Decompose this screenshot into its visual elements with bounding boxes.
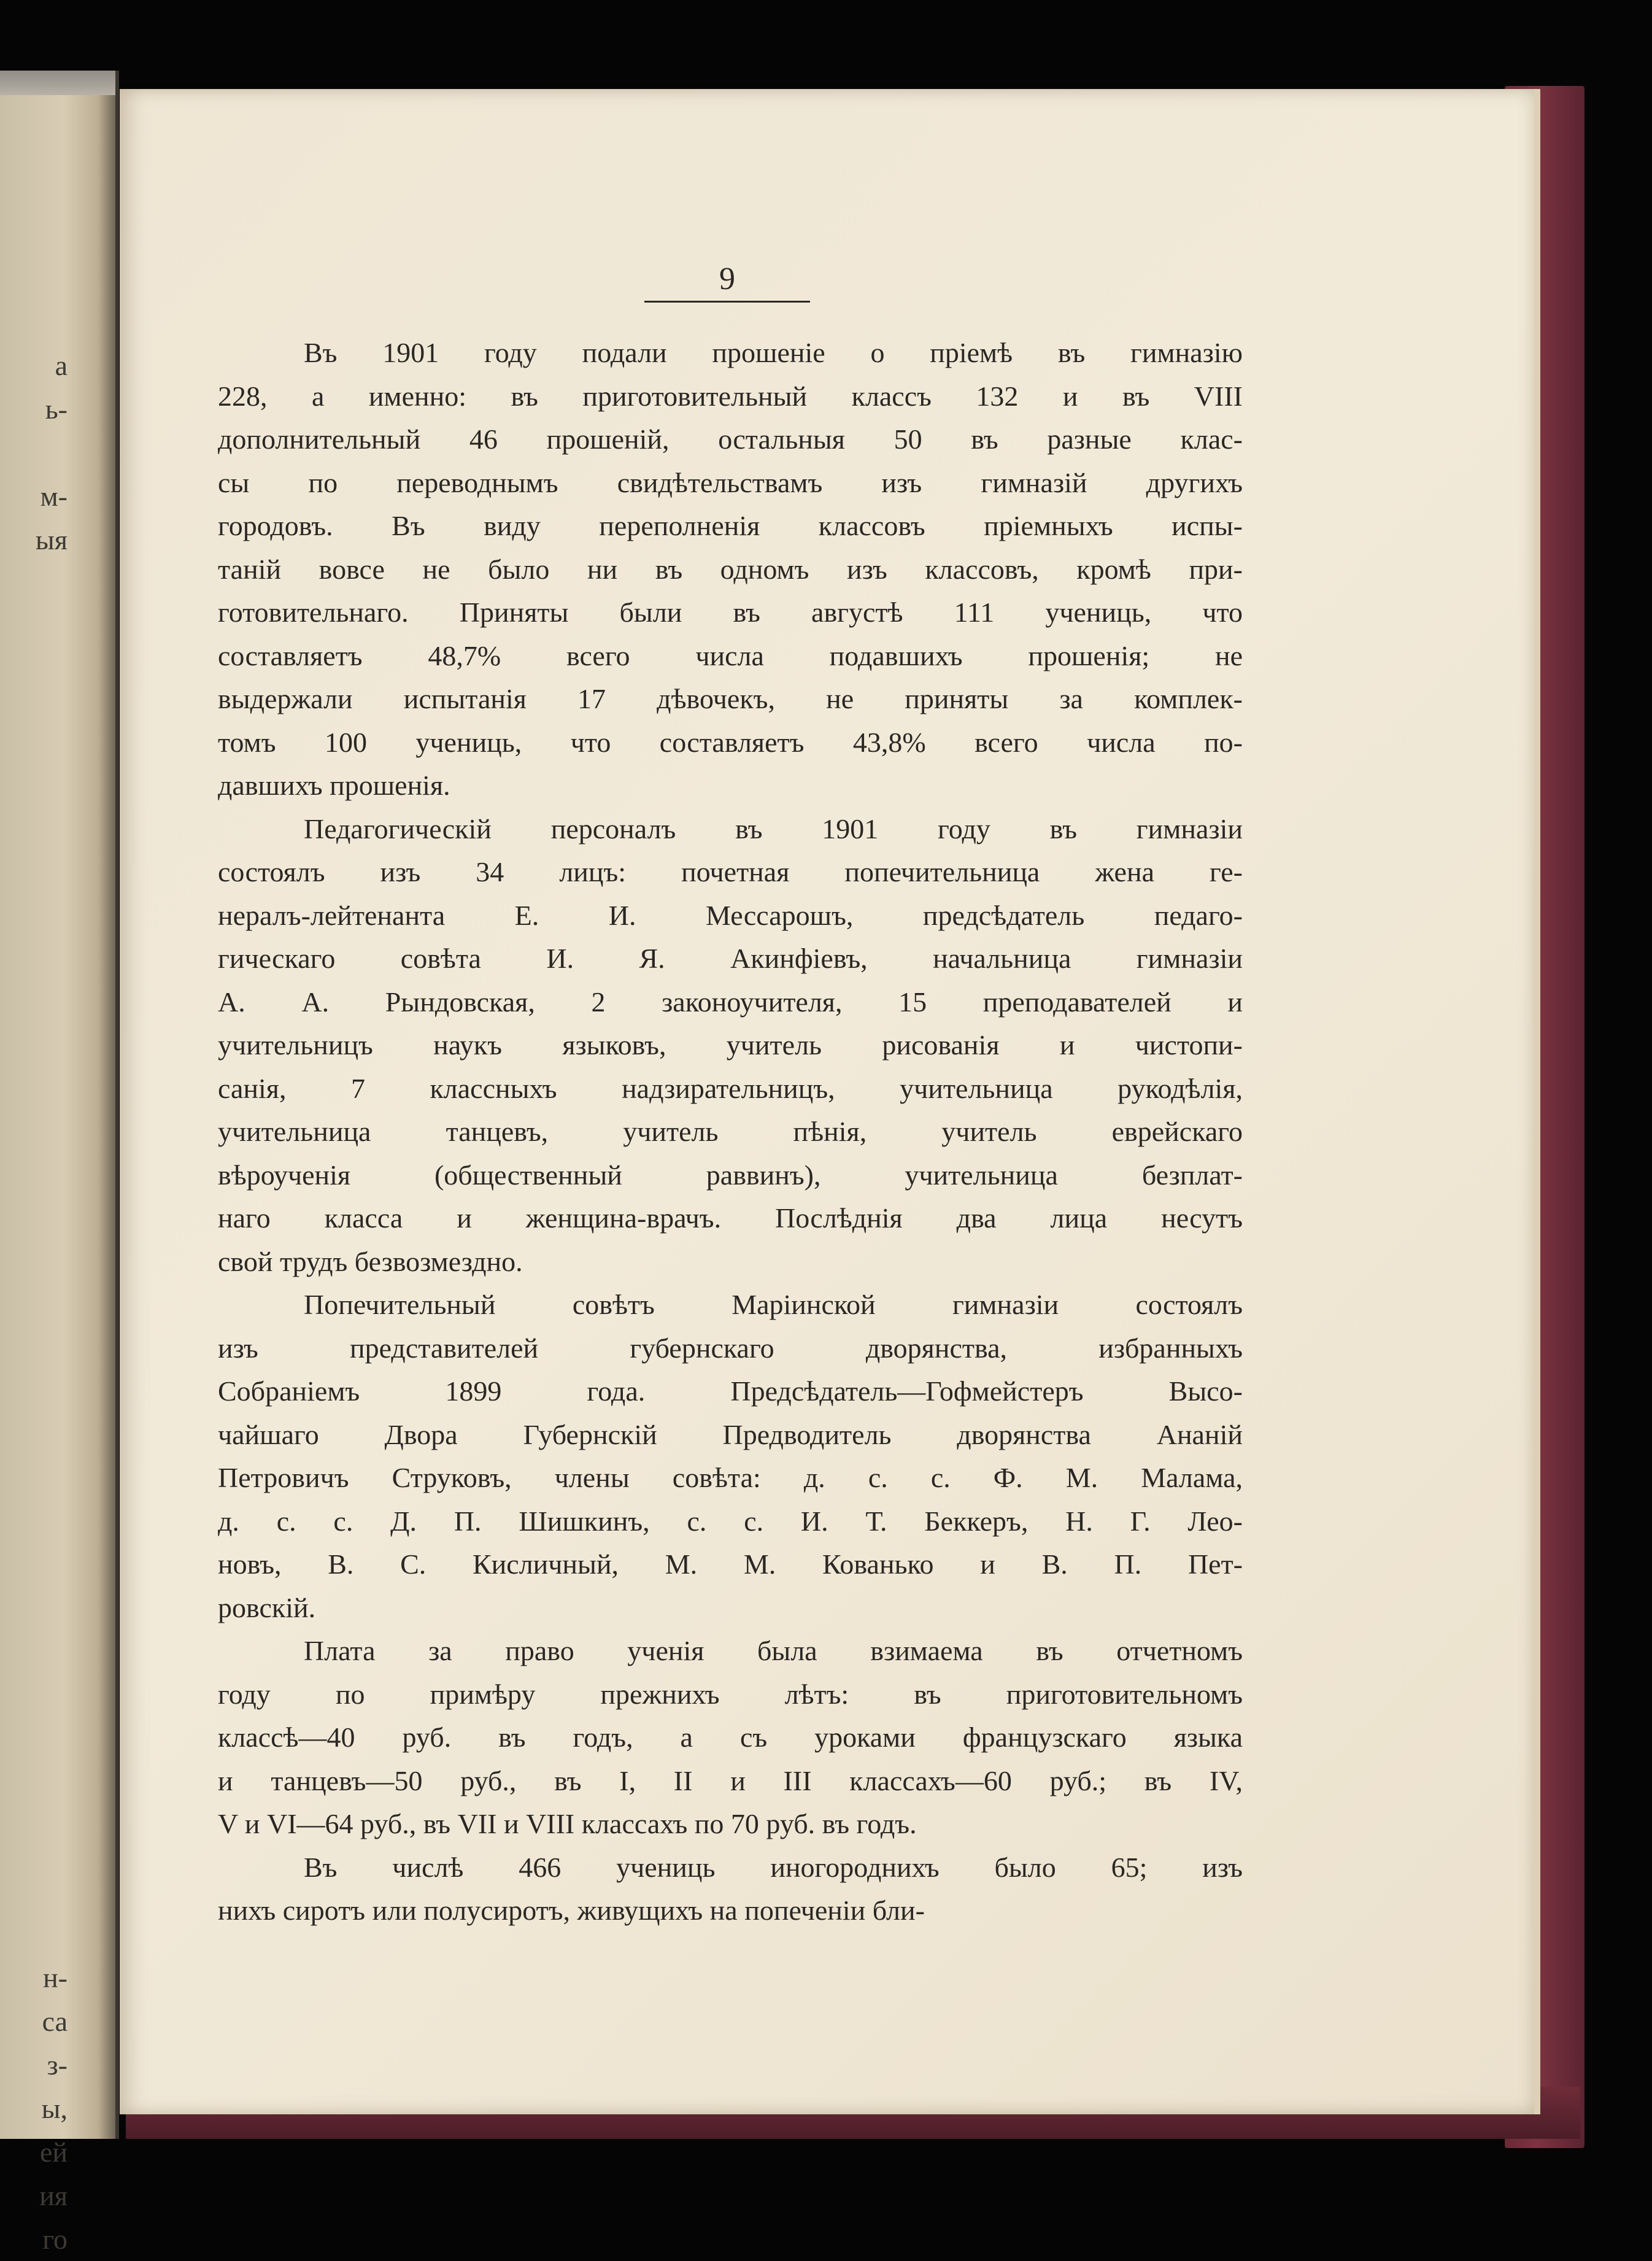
text-line: составляетъ 48,7% всего числа подавшихъ прошенія; не	[218, 640, 1243, 671]
left-page-text-fragments	[0, 344, 68, 2261]
text-line: томъ 100 учениць, что составляетъ 43,8% всего числа по-	[218, 726, 1243, 758]
left-page-fragment	[0, 1738, 68, 1782]
left-page-fragment	[0, 1084, 68, 1128]
left-page-fragment	[0, 823, 68, 867]
text-line: Плата за право ученія была взимаема въ отчетномъ	[304, 1635, 1243, 1666]
left-page-fragment	[0, 1128, 68, 1172]
text-line: санія, 7 классныхъ надзирательницъ, учительница рукодѣлія,	[218, 1072, 1243, 1104]
left-page-fragment	[0, 1520, 68, 1564]
text-line: Педагогическій персоналъ въ 1901 году въ гимназіи	[304, 813, 1243, 844]
left-page-fragment	[0, 779, 68, 823]
paragraph	[218, 1283, 1243, 1629]
text-line: Въ числѣ 466 учениць иногороднихъ было 65; изъ	[304, 1851, 1243, 1883]
text-line: наго класса и женщина-врачъ. Послѣднія два лица несутъ	[218, 1202, 1243, 1234]
left-page-fragment: ей	[39, 2136, 68, 2168]
text-line: городовъ. Въ виду переполненія классовъ пріемныхъ испы-	[218, 510, 1243, 541]
page-number: 9	[644, 261, 810, 303]
text-line: свой трудъ безвозмездно.	[218, 1245, 523, 1277]
left-page-fragment	[0, 1041, 68, 1084]
left-page-fragment: з-	[47, 2049, 68, 2081]
left-page-fragment: ы,	[41, 2093, 68, 2124]
left-page-fragment	[0, 431, 68, 474]
text-line: ровскій.	[218, 1591, 316, 1623]
left-page-fragment: ия	[39, 2180, 68, 2211]
page-body-text	[218, 331, 1243, 1933]
text-line: дополнительный 46 прошеній, остальныя 50 въ разные клас-	[218, 423, 1243, 455]
left-page-fragment: м-	[40, 481, 68, 512]
text-line: сы по переводнымъ свидѣтельствамъ изъ гимназій другихъ	[218, 466, 1243, 498]
text-line: нихъ сиротъ или полусиротъ, живущихъ на попеченіи бли-	[218, 1895, 925, 1926]
text-line: учительницъ наукъ языковъ, учитель рисованія и чистопи-	[218, 1029, 1243, 1061]
left-page-fragment	[0, 1912, 68, 1956]
text-line: 228, а именно: въ приготовительный классъ 132 и въ VIII	[218, 380, 1243, 412]
text-line: Собраніемъ 1899 года. Предсѣдатель—Гофмейстеръ Высо-	[218, 1375, 1243, 1407]
left-page-fragment	[0, 1389, 68, 1433]
text-line: готовительнаго. Приняты были въ августѣ 111 учениць, что	[218, 597, 1243, 628]
text-line: классѣ—40 руб. въ годъ, а съ уроками французскаго языка	[218, 1722, 1243, 1753]
left-page-fragment	[0, 1259, 68, 1302]
text-line: гическаго совѣта И. Я. Акинфіевъ, начальница гимназіи	[218, 943, 1243, 974]
left-page-fragment	[0, 1172, 68, 1215]
left-page-fragment: н-	[43, 1962, 68, 1993]
text-line: новъ, В. С. Кисличный, М. М. Кованько и В. П. Пет-	[218, 1548, 1243, 1580]
left-page-fragment	[0, 1825, 68, 1869]
text-line: и танцевъ—50 руб., въ I, II и III классахъ—60 руб.; въ IV,	[218, 1764, 1243, 1796]
left-page-fragment	[0, 1564, 68, 1607]
text-line: Въ 1901 году подали прошеніе о пріемѣ въ гимназію	[304, 337, 1243, 368]
paragraph	[218, 331, 1243, 808]
left-page-binding	[0, 71, 115, 95]
left-page-fragment	[0, 867, 68, 910]
text-line: нералъ-лейтенанта Е. И. Мессарошъ, предсѣдатель педаго-	[218, 899, 1243, 931]
left-page-fragment	[0, 1477, 68, 1520]
left-page-fragment: са	[42, 2006, 68, 2037]
left-page-fragment: го	[42, 2224, 68, 2255]
text-line: А. А. Рындовская, 2 законоучителя, 15 преподавателей и	[218, 986, 1243, 1018]
left-page-fragment	[0, 910, 68, 954]
left-page-fragment	[0, 1869, 68, 1912]
left-page-fragment	[0, 1346, 68, 1389]
paragraph	[218, 1846, 1243, 1933]
text-line: таній вовсе не было ни въ одномъ изъ классовъ, кромѣ при-	[218, 553, 1243, 585]
left-page-fragment	[0, 1607, 68, 1651]
text-line: выдержали испытанія 17 дѣвочекъ, не приняты за комплек-	[218, 683, 1243, 714]
left-page-fragment	[0, 1433, 68, 1477]
text-line: учительница танцевъ, учитель пѣнія, учитель еврейскаго	[218, 1116, 1243, 1147]
left-page-fragment	[0, 736, 68, 779]
text-line: вѣроученія (общественный раввинъ), учительница безплат-	[218, 1159, 1243, 1191]
left-page-fragment	[0, 562, 68, 605]
left-page-fragment	[0, 1651, 68, 1695]
text-line: чайшаго Двора Губернскій Предводитель дворянства Ананій	[218, 1418, 1243, 1450]
left-page-fragment	[0, 1215, 68, 1259]
text-line: году по примѣру прежнихъ лѣтъ: въ приготовительномъ	[218, 1678, 1243, 1710]
paragraph	[218, 808, 1243, 1284]
left-page-fragment	[0, 605, 68, 649]
left-page-fragment	[0, 1695, 68, 1738]
left-page-fragment: а	[55, 350, 68, 381]
text-line: д. с. с. Д. П. Шишкинъ, с. с. И. Т. Беккеръ, Н. Г. Лео-	[218, 1505, 1243, 1537]
left-page-fragment: ь-	[45, 393, 68, 425]
text-line: Попечительный совѣтъ Маріинской гимназіи состоялъ	[304, 1289, 1243, 1320]
text-line: Петровичъ Струковъ, члены совѣта: д. с. с. Ф. М. Малама,	[218, 1462, 1243, 1493]
left-page-fragment	[0, 1782, 68, 1825]
left-page-fragment: ыя	[35, 524, 68, 555]
left-page-fragment	[0, 997, 68, 1041]
paragraph	[218, 1629, 1243, 1846]
text-line: состоялъ изъ 34 лицъ: почетная попечительница жена ге-	[218, 856, 1243, 887]
text-line: изъ представителей губернскаго дворянства, избранныхъ	[218, 1332, 1243, 1364]
left-page-fragment	[0, 954, 68, 997]
text-line: V и VI—64 руб., въ VII и VIII классахъ по 70 руб. въ годъ.	[218, 1808, 917, 1839]
left-page-fragment	[0, 1302, 68, 1346]
text-line: давшихъ прошенія.	[218, 770, 450, 801]
left-page-fragment	[0, 649, 68, 692]
left-page-fragment	[0, 692, 68, 736]
